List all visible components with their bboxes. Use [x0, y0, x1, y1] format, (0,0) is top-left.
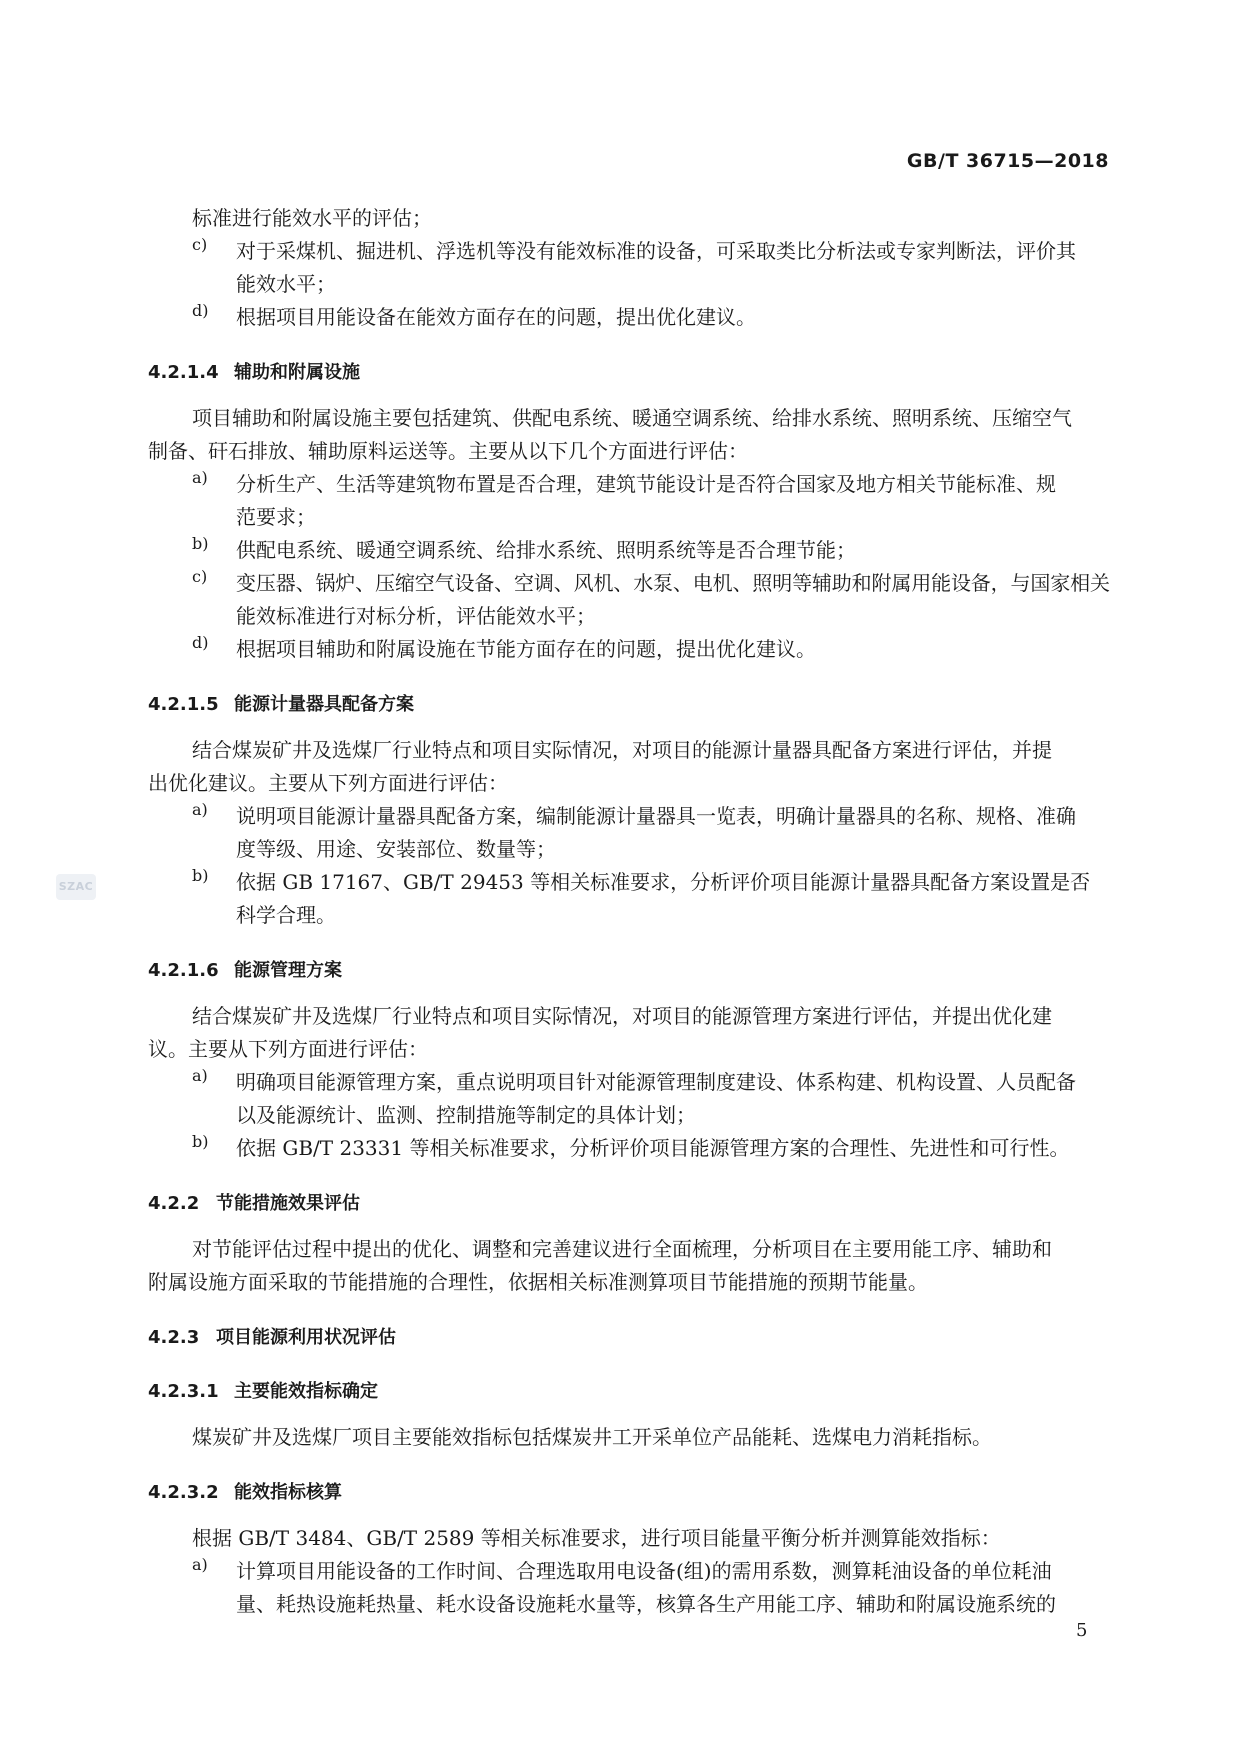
section-title: 能效指标核算: [234, 1482, 342, 1503]
list-item-d: [148, 301, 1110, 334]
list-item-a: [148, 800, 1110, 866]
list-marker: d): [192, 301, 209, 320]
document-body: [148, 202, 1110, 1621]
list-marker: c): [192, 235, 208, 254]
list-line: 计算项目用能设备的工作时间、合理选取用电设备(组)的需用系数，测算耗油设备的单位耗油: [236, 1559, 1052, 1583]
list-line: 能效水平；: [236, 272, 336, 296]
list-item-a: [148, 1555, 1110, 1621]
list-item-d: [148, 633, 1110, 666]
section-heading-4-2-1-4: [148, 358, 1110, 388]
list-item-c: [148, 235, 1110, 301]
list-item-b: [148, 1132, 1110, 1165]
list-line: 供配电系统、暖通空调系统、给排水系统、照明系统等是否合理节能；: [236, 538, 856, 562]
section-title: 主要能效指标确定: [234, 1381, 378, 1402]
paragraph-line: 出优化建议。主要从下列方面进行评估：: [148, 771, 508, 795]
list-line: 依据 GB 17167、GB/T 29453 等相关标准要求，分析评价项目能源计量器具配备方案设置是否: [236, 870, 1091, 894]
section-heading-4-2-1-6: [148, 956, 1110, 986]
list-line: 根据项目用能设备在能效方面存在的问题，提出优化建议。: [236, 305, 756, 329]
paragraph-line: 项目辅助和附属设施主要包括建筑、供配电系统、暖通空调系统、给排水系统、照明系统、压缩空气: [192, 406, 1072, 430]
list-marker: b): [192, 1132, 209, 1151]
paragraph-line: 议。主要从下列方面进行评估：: [148, 1037, 428, 1061]
paragraph-line: 煤炭矿井及选煤厂项目主要能效指标包括煤炭井工开采单位产品能耗、选煤电力消耗指标。: [192, 1425, 992, 1449]
list-line: 明确项目能源管理方案，重点说明项目针对能源管理制度建设、体系构建、机构设置、人员配备: [236, 1070, 1076, 1094]
paragraph-line: 结合煤炭矿井及选煤厂行业特点和项目实际情况，对项目的能源计量器具配备方案进行评估，并提: [192, 738, 1052, 762]
section-heading-4-2-3-1: [148, 1377, 1110, 1407]
section-number: 4.2.1.5: [148, 694, 219, 715]
list-line: 依据 GB/T 23331 等相关标准要求，分析评价项目能源管理方案的合理性、先进性和可行性。: [236, 1136, 1070, 1160]
list-line: 变压器、锅炉、压缩空气设备、空调、风机、水泵、电机、照明等辅助和附属用能设备，与国家相关: [236, 571, 1110, 595]
paragraph-line: 制备、矸石排放、辅助原料运送等。主要从以下几个方面进行评估：: [148, 439, 748, 463]
list-line: 能效标准进行对标分析，评估能效水平；: [236, 604, 596, 628]
list-marker: b): [192, 534, 209, 553]
list-marker: d): [192, 633, 209, 652]
list-line: 分析生产、生活等建筑物布置是否合理，建筑节能设计是否符合国家及地方相关节能标准、规: [236, 472, 1056, 496]
list-item-a: [148, 468, 1110, 534]
section-heading-4-2-1-5: [148, 690, 1110, 720]
section-heading-4-2-2: [148, 1189, 1110, 1219]
section-title: 项目能源利用状况评估: [216, 1327, 396, 1348]
list-item-c: [148, 567, 1110, 633]
section-number: 4.2.3: [148, 1327, 200, 1348]
list-marker: b): [192, 866, 209, 885]
list-line: 根据项目辅助和附属设施在节能方面存在的问题，提出优化建议。: [236, 637, 816, 661]
list-marker: a): [192, 1555, 208, 1574]
list-line: 对于采煤机、掘进机、浮选机等没有能效标准的设备，可采取类比分析法或专家判断法，评价其: [236, 239, 1076, 263]
section-heading-4-2-3-2: [148, 1478, 1110, 1508]
continued-text: 标准进行能效水平的评估；: [192, 206, 432, 230]
list-line: 量、耗热设施耗热量、耗水设备设施耗水量等，核算各生产用能工序、辅助和附属设施系统的: [236, 1592, 1056, 1616]
list-line: 科学合理。: [236, 903, 336, 927]
list-line: 范要求；: [236, 505, 316, 529]
list-marker: a): [192, 468, 208, 487]
section-title: 辅助和附属设施: [234, 362, 360, 383]
list-line: 说明项目能源计量器具配备方案，编制能源计量器具一览表，明确计量器具的名称、规格、准确: [236, 804, 1076, 828]
paragraph-line: 结合煤炭矿井及选煤厂行业特点和项目实际情况，对项目的能源管理方案进行评估，并提出优化建: [192, 1004, 1052, 1028]
list-line: 以及能源统计、监测、控制措施等制定的具体计划；: [236, 1103, 696, 1127]
section-heading-4-2-3: [148, 1323, 1110, 1353]
watermark-logo: SZAC: [56, 874, 96, 900]
paragraph-line: 附属设施方面采取的节能措施的合理性，依据相关标准测算项目节能措施的预期节能量。: [148, 1270, 928, 1294]
section-number: 4.2.3.1: [148, 1381, 219, 1402]
paragraph-line: 对节能评估过程中提出的优化、调整和完善建议进行全面梳理，分析项目在主要用能工序、辅助和: [192, 1237, 1052, 1261]
section-title: 能源管理方案: [234, 960, 342, 981]
list-item-b: [148, 866, 1110, 932]
list-marker: c): [192, 567, 208, 586]
section-number: 4.2.1.6: [148, 960, 219, 981]
list-item-b: [148, 534, 1110, 567]
list-marker: a): [192, 800, 208, 819]
list-item-a: [148, 1066, 1110, 1132]
section-number: 4.2.2: [148, 1193, 200, 1214]
standard-number: GB/T 36715—2018: [906, 150, 1109, 172]
section-title: 能源计量器具配备方案: [234, 694, 414, 715]
page-number: 5: [1076, 1620, 1088, 1641]
paragraph-line: 根据 GB/T 3484、GB/T 2589 等相关标准要求，进行项目能量平衡分析并测算能效指标：: [192, 1526, 1001, 1550]
section-number: 4.2.1.4: [148, 362, 219, 383]
list-marker: a): [192, 1066, 208, 1085]
list-line: 度等级、用途、安装部位、数量等；: [236, 837, 556, 861]
section-number: 4.2.3.2: [148, 1482, 219, 1503]
section-title: 节能措施效果评估: [216, 1193, 360, 1214]
